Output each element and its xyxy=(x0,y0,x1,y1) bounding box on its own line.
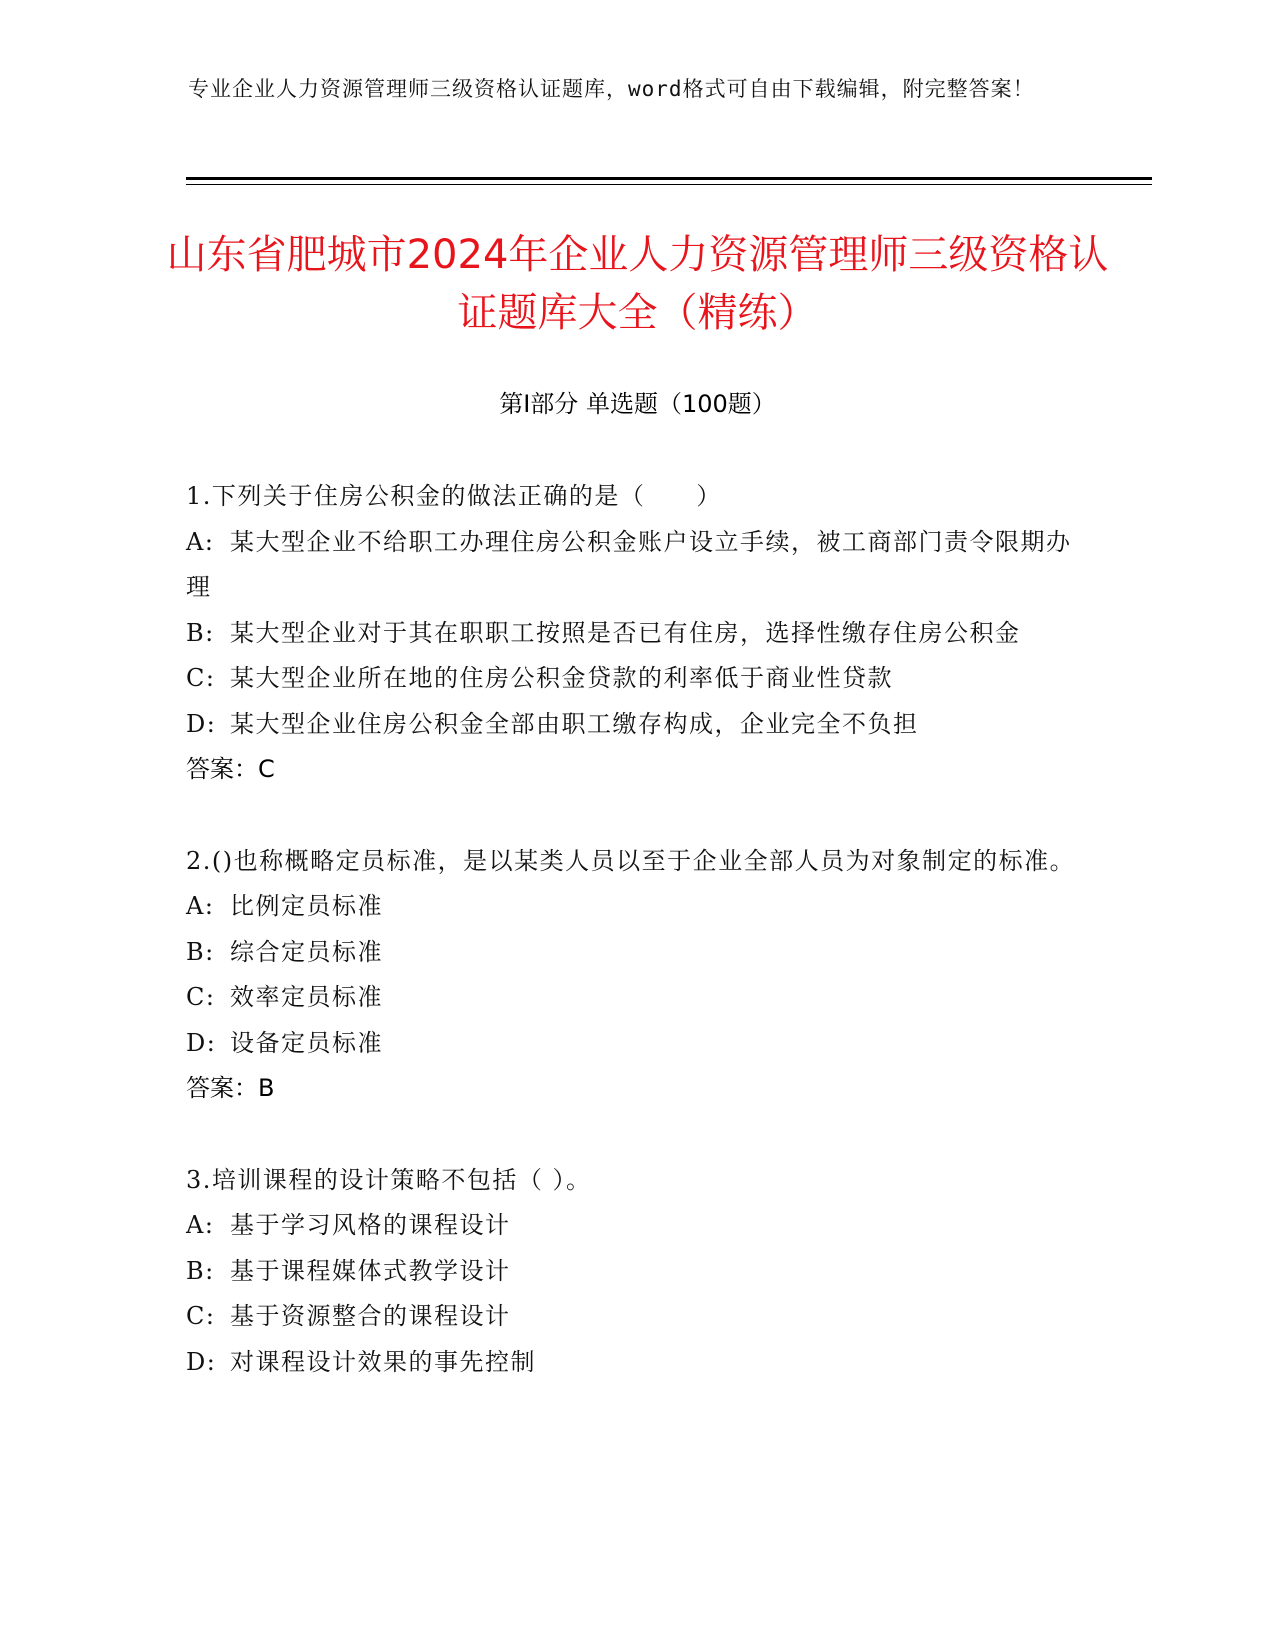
option-text: 某大型企业不给职工办理住房公积金账户设立手续，被工商部门责令限期办理 xyxy=(186,527,1072,601)
question-3 xyxy=(186,1158,1086,1386)
answer-line: 答案：B xyxy=(186,1074,275,1102)
option-letter: B: xyxy=(186,618,215,647)
option-b xyxy=(186,611,1086,657)
option-text: 基于课程媒体式教学设计 xyxy=(230,1256,511,1285)
option-letter: D: xyxy=(186,709,217,738)
question-stem: 3.培训课程的设计策略不包括（ ）。 xyxy=(186,1165,592,1194)
header-note: 专业企业人力资源管理师三级资格认证题库，word格式可自由下载编辑，附完整答案！ xyxy=(188,77,1035,101)
option-d xyxy=(186,1021,1086,1067)
header-rule-thin xyxy=(186,184,1152,185)
document-title: 山东省肥城市2024年企业人力资源管理师三级资格认证题库大全（精练） xyxy=(166,232,1109,336)
option-text: 设备定员标准 xyxy=(230,1028,383,1057)
option-text: 基于资源整合的课程设计 xyxy=(230,1302,511,1330)
option-letter: A: xyxy=(186,892,215,920)
option-c xyxy=(186,1294,1086,1340)
option-c xyxy=(186,656,1086,702)
option-d xyxy=(186,1340,1086,1386)
option-letter: B: xyxy=(186,937,215,966)
question-stem: 2.()也称概略定员标准，是以某类人员以至于企业全部人员为对象制定的标准。 xyxy=(186,846,1076,875)
option-text: 某大型企业对于其在职职工按照是否已有住房，选择性缴存住房公积金 xyxy=(230,618,1021,647)
option-text: 效率定员标准 xyxy=(230,983,383,1011)
option-text: 某大型企业住房公积金全部由职工缴存构成，企业完全不负担 xyxy=(230,709,919,738)
option-letter: B: xyxy=(186,1256,215,1285)
question-stem: 1.下列关于住房公积金的做法正确的是（ ） xyxy=(186,482,722,510)
option-letter: C: xyxy=(186,983,216,1011)
option-letter: C: xyxy=(186,664,216,692)
option-text: 基于学习风格的课程设计 xyxy=(230,1211,511,1239)
option-b xyxy=(186,1249,1086,1295)
option-text: 某大型企业所在地的住房公积金贷款的利率低于商业性贷款 xyxy=(230,664,893,692)
question-list xyxy=(186,474,1086,1431)
option-a xyxy=(186,1203,1086,1249)
header-rule-thick xyxy=(186,177,1152,180)
option-a xyxy=(186,884,1086,930)
option-d xyxy=(186,702,1086,748)
option-letter: A: xyxy=(186,527,215,556)
option-b xyxy=(186,930,1086,976)
question-2 xyxy=(186,839,1086,1112)
option-text: 综合定员标准 xyxy=(230,937,383,966)
section-heading: 第I部分 单选题（100题） xyxy=(499,390,776,418)
option-letter: A: xyxy=(186,1211,215,1239)
option-letter: C: xyxy=(186,1302,216,1330)
option-letter: D: xyxy=(186,1028,217,1057)
option-letter: D: xyxy=(186,1347,217,1376)
option-c xyxy=(186,975,1086,1021)
question-1 xyxy=(186,474,1086,793)
answer-line: 答案：C xyxy=(186,755,275,783)
option-text: 比例定员标准 xyxy=(230,892,383,920)
option-text: 对课程设计效果的事先控制 xyxy=(230,1347,536,1376)
option-a xyxy=(186,520,1086,611)
